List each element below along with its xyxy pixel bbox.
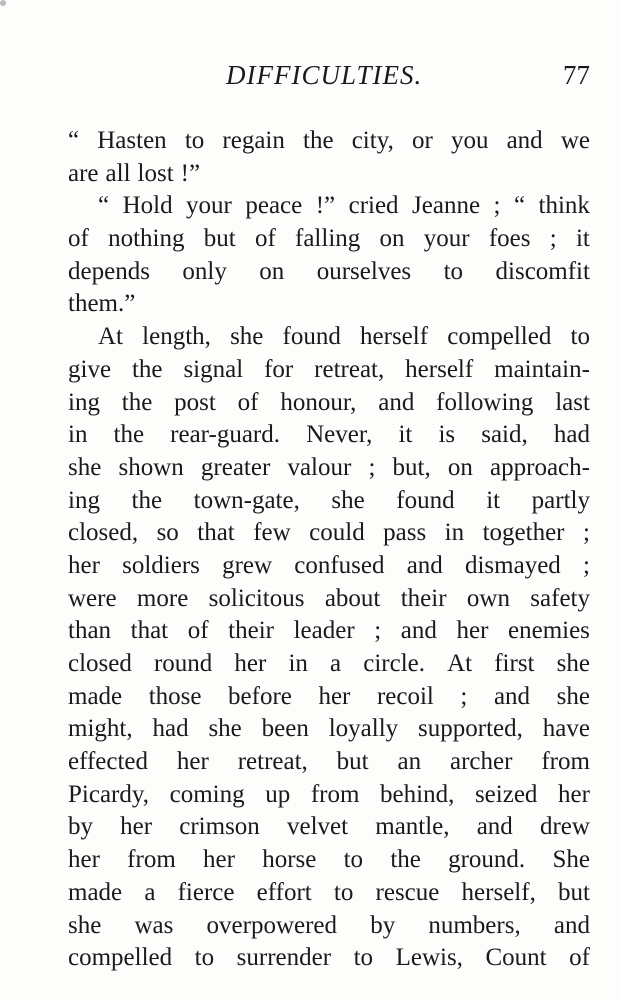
word: lost — [137, 159, 174, 187]
text-line — [68, 615, 590, 648]
word: only — [182, 257, 227, 285]
word: of — [569, 944, 590, 972]
word: herself, — [461, 878, 536, 906]
word: ; — [460, 682, 468, 710]
word: solicitous — [208, 584, 305, 612]
word: She — [552, 846, 590, 874]
word: their — [228, 617, 274, 645]
word: but — [336, 748, 369, 776]
page-header — [68, 60, 590, 100]
word: you — [450, 127, 489, 154]
word: and — [406, 551, 443, 579]
word: Picardy, — [68, 780, 149, 808]
word: give — [68, 355, 112, 383]
word: closed, — [68, 519, 139, 547]
word: partly — [531, 486, 590, 514]
word: a — [144, 878, 156, 906]
word: from — [541, 748, 590, 776]
word: coming — [169, 780, 245, 808]
word: archer — [449, 748, 513, 776]
word: it — [398, 421, 413, 449]
word: her — [234, 650, 267, 677]
text-line — [68, 942, 590, 975]
word: to — [184, 127, 205, 154]
word: your — [186, 192, 232, 220]
page-corner-speck — [0, 0, 6, 6]
word: following — [436, 388, 534, 416]
word: greater — [200, 453, 271, 481]
text-line — [68, 713, 590, 746]
word: she — [68, 453, 102, 481]
word: ; — [368, 453, 376, 481]
text-line — [68, 485, 590, 518]
text-line — [68, 288, 590, 321]
word: soldiers — [122, 551, 200, 579]
word: found — [282, 323, 341, 351]
word: a — [330, 650, 342, 677]
word: her — [558, 780, 590, 808]
word: in — [444, 519, 465, 547]
text-line — [68, 387, 590, 420]
text-line — [68, 910, 590, 943]
word: circle. — [363, 650, 425, 677]
word: her — [203, 846, 235, 874]
word: recoil — [376, 682, 434, 710]
word: the — [390, 846, 421, 874]
word: own — [466, 584, 510, 612]
word: herself — [405, 355, 474, 383]
word: !” — [180, 159, 201, 187]
text-line — [68, 158, 590, 191]
word: closed — [68, 650, 132, 677]
word: falling — [295, 225, 361, 253]
word: first — [494, 650, 535, 677]
word: nothing — [108, 225, 185, 253]
word: ourselves — [316, 257, 412, 285]
word: about — [324, 584, 381, 612]
word: the — [121, 388, 153, 416]
word: on — [379, 225, 405, 253]
word: regain — [222, 127, 285, 154]
word: found — [396, 486, 455, 514]
word: had — [152, 715, 189, 743]
word: Hasten — [97, 127, 167, 154]
word: peace — [245, 192, 303, 220]
word: enemies — [508, 617, 590, 645]
word: to — [194, 944, 215, 972]
word: maintain- — [494, 355, 590, 383]
word: grew — [222, 551, 273, 579]
word: horse — [262, 846, 317, 874]
word: town-gate, — [193, 486, 300, 514]
word: she — [208, 715, 242, 743]
word: to — [353, 944, 374, 972]
word: think — [538, 192, 590, 220]
word: her — [68, 551, 100, 579]
word: leader — [293, 617, 355, 645]
word: before — [228, 682, 292, 710]
word: rescue — [375, 878, 440, 906]
text-line — [68, 811, 590, 844]
word: ; — [582, 519, 590, 547]
word: those — [148, 682, 202, 710]
word: dismayed — [464, 551, 561, 579]
word: loyally — [328, 715, 399, 743]
word: from — [310, 780, 360, 808]
word: fierce — [177, 878, 235, 906]
word: on — [259, 257, 285, 285]
word: them.” — [68, 290, 136, 318]
word: round — [153, 650, 213, 677]
word: have — [542, 715, 590, 743]
word: to — [570, 323, 590, 351]
word: herself — [360, 323, 429, 351]
word: on — [447, 453, 473, 481]
word: !” — [315, 192, 336, 220]
word: her — [456, 617, 489, 645]
word: ; — [583, 551, 590, 579]
word: drew — [539, 813, 590, 841]
word: ; — [493, 192, 501, 220]
word: compelled — [447, 323, 552, 351]
word: and — [506, 127, 543, 154]
word: ; — [374, 617, 382, 645]
word: length, — [142, 323, 211, 351]
word: been — [261, 715, 309, 743]
word: cried — [348, 192, 399, 220]
word: retreat, — [314, 355, 385, 383]
word: so — [156, 519, 179, 547]
word: ing — [68, 388, 100, 416]
word: Hold — [122, 192, 173, 220]
text-line — [68, 419, 590, 452]
body-text — [68, 125, 590, 975]
word: she — [556, 650, 590, 677]
word: her — [176, 748, 209, 776]
word: by — [68, 813, 93, 841]
text-line — [68, 125, 590, 158]
text-line — [68, 550, 590, 583]
word: she — [68, 911, 102, 939]
word: and — [378, 388, 415, 416]
text-line — [68, 583, 590, 616]
word: to — [343, 846, 364, 874]
word: her — [318, 682, 351, 710]
word: she — [331, 486, 365, 514]
word: than — [68, 617, 112, 645]
word: of — [237, 388, 259, 416]
word: that — [197, 519, 235, 547]
word: confused — [294, 551, 385, 579]
word: their — [400, 584, 447, 612]
word: all — [105, 159, 131, 187]
word: but, — [392, 453, 431, 481]
word: of — [68, 225, 89, 253]
word: “ — [68, 127, 80, 154]
word: from — [127, 846, 176, 874]
word: behind, — [380, 780, 455, 808]
word: in — [288, 650, 308, 677]
word: numbers, — [428, 911, 521, 939]
word: effected — [68, 748, 149, 776]
text-line — [68, 321, 590, 354]
word: seized — [474, 780, 538, 808]
text-line — [68, 517, 590, 550]
word: effort — [256, 878, 312, 906]
word: had — [553, 421, 590, 449]
word: to — [443, 257, 464, 285]
word: your — [423, 225, 470, 253]
word: ; — [549, 225, 557, 253]
word: might, — [68, 715, 133, 743]
word: approach- — [490, 453, 590, 481]
text-line — [68, 877, 590, 910]
word: few — [253, 519, 291, 547]
word: discomfit — [495, 257, 590, 285]
text-line — [68, 223, 590, 256]
text-line — [68, 452, 590, 485]
word: compelled — [68, 944, 173, 972]
word: Count — [485, 944, 547, 972]
word: more — [136, 584, 189, 612]
word: and — [553, 911, 590, 939]
word: of — [254, 225, 276, 253]
word: we — [560, 127, 590, 154]
word: could — [309, 519, 365, 547]
word: it — [575, 225, 590, 253]
word: “ — [98, 192, 110, 220]
word: said, — [481, 421, 528, 449]
text-line — [68, 746, 590, 779]
word: and — [400, 617, 437, 645]
page-number: 77 — [563, 60, 590, 90]
word: the — [131, 355, 163, 383]
word: post — [174, 388, 216, 416]
word: the — [303, 127, 334, 154]
word: At — [447, 650, 473, 677]
word: of — [187, 617, 209, 645]
word: but — [558, 878, 590, 906]
word: and — [476, 813, 513, 841]
word: last — [555, 388, 590, 416]
word: Jeanne — [412, 192, 481, 220]
word: crimson — [179, 813, 260, 841]
word: but — [203, 225, 236, 253]
word: her — [68, 846, 100, 874]
word: foes — [488, 225, 531, 253]
word: made — [68, 682, 123, 710]
word: city, — [351, 127, 394, 154]
word: to — [333, 878, 354, 906]
word: rear-guard. — [170, 421, 280, 449]
word: Lewis, — [395, 944, 463, 972]
word: ground. — [448, 846, 526, 874]
text-line — [68, 256, 590, 289]
text-line — [68, 648, 590, 681]
word: depends — [68, 257, 150, 285]
running-title: DIFFICULTIES. — [226, 60, 423, 90]
word: up — [265, 780, 291, 808]
word: “ — [513, 192, 526, 220]
text-line — [68, 681, 590, 714]
word: in — [68, 421, 88, 449]
word: overpowered — [206, 911, 338, 939]
word: were — [68, 584, 117, 612]
word: was — [134, 911, 174, 939]
word: or — [411, 127, 433, 154]
word: retreat, — [237, 748, 308, 776]
text-line — [68, 844, 590, 877]
word: mantle, — [375, 813, 450, 841]
word: and — [493, 682, 531, 710]
word: velvet — [286, 813, 349, 841]
word: she — [230, 323, 264, 351]
word: together — [482, 519, 565, 547]
word: she — [556, 682, 590, 710]
word: made — [68, 878, 123, 906]
text-line — [68, 354, 590, 387]
word: pass — [383, 519, 427, 547]
word: valour — [287, 453, 352, 481]
word: safety — [530, 584, 590, 612]
word: for — [264, 355, 294, 383]
word: ing — [68, 486, 100, 514]
word: shown — [118, 453, 184, 481]
word: it — [486, 486, 501, 514]
word: At — [98, 323, 123, 351]
text-line — [68, 190, 590, 223]
word: an — [397, 748, 422, 776]
text-line — [68, 779, 590, 812]
word: Never, — [306, 421, 373, 449]
word: by — [370, 911, 396, 939]
word: signal — [183, 355, 244, 383]
word: the — [113, 421, 145, 449]
word: supported, — [418, 715, 523, 743]
word: her — [120, 813, 153, 841]
word: is — [438, 421, 456, 449]
word: that — [130, 617, 169, 645]
word: honour, — [280, 388, 357, 416]
word: the — [131, 486, 163, 514]
word: surrender — [236, 944, 332, 972]
word: are — [68, 159, 99, 187]
